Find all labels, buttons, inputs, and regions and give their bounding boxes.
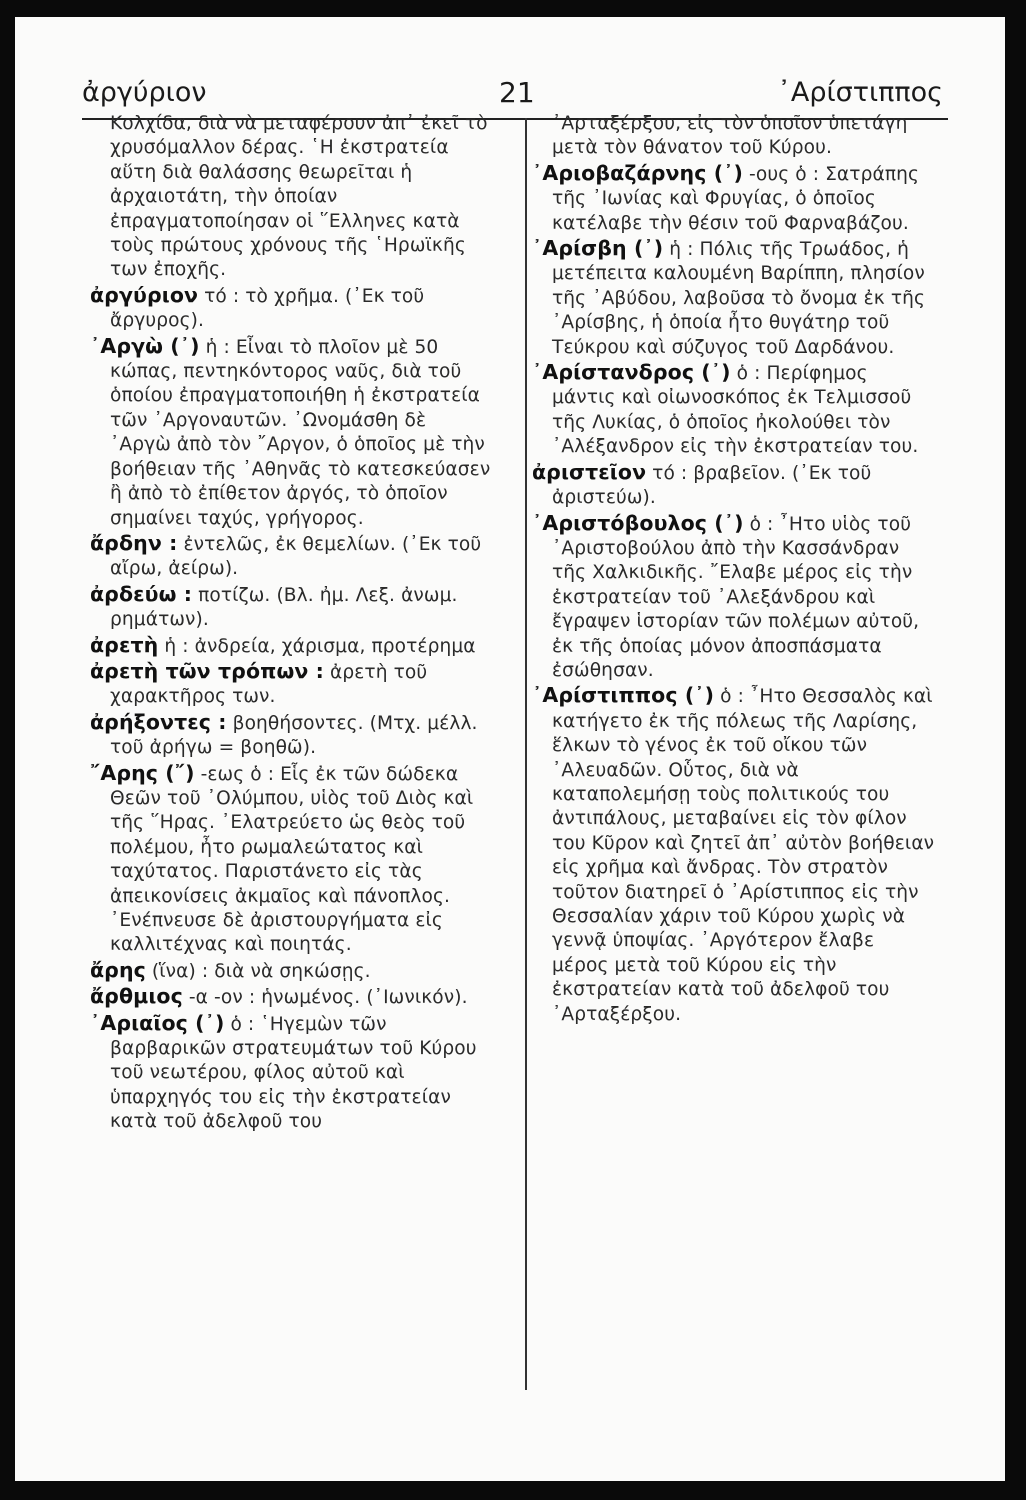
entry-headword: ἄρης: [90, 957, 146, 982]
entry-definition: τό : βραβεῖον. (᾿Εκ τοῦ ἀριστεύω).: [552, 462, 872, 509]
entry-definition: ἡ : Πόλις τῆς Τρωάδος, ἡ μετέπειτα καλουμένη Βαρίππη, πλησίον τῆς ᾿Αβύδου, λαβοῦσα τὸ ὄνομα ἐκ τῆς ᾿Αρίσβης, ἡ ὁποία ἦτο θυγάτηρ τοῦ Τεύκρου καὶ σύζυγος τοῦ Δαρδάνου.: [552, 239, 926, 358]
dictionary-entry: [532, 161, 936, 236]
entry-definition: ὁ : ῾Ηγεμὼν τῶν βαρβαρικῶν στρατευμάτων τοῦ Κύρου τοῦ νεωτέρου, φίλος αὐτοῦ καὶ ὑπαρχηγός του εἰς τὴν ἐκστρατείαν κατὰ τοῦ ἀδελφοῦ του: [110, 1013, 477, 1133]
dictionary-entry: [532, 360, 936, 460]
entry-headword: ἀρδεύω :: [90, 581, 193, 606]
dictionary-entry: [90, 761, 492, 958]
entry-definition: τό : τὸ χρῆμα. (᾿Εκ τοῦ ἄργυρος).: [110, 285, 425, 332]
dictionary-entry: [90, 1011, 492, 1135]
entry-definition: ᾿Αρταξέρξου, εἰς τὸν ὁποῖον ὑπετάγη μετὰ τὸν θάνατον τοῦ Κύρου.: [552, 113, 908, 159]
entry-definition: ἡ : Εἶναι τὸ πλοῖον μὲ 50 κώπας, πεντηκόντορος ναῦς, διὰ τοῦ ὁποίου ἐπραγματοποιήθη ἡ ἐκστρατεία τῶν ᾿Αργοναυτῶν. ᾿Ωνομάσθη δὲ ᾿Αργὼ ἀπὸ τὸν ῎Αργον, ὁ ὁποῖος μὲ τὴν βοήθειαν τῆς ᾿Αθηνᾶς τὸ κατεσκεύασεν ἢ ἀπὸ τὸ ἐπίθετον ἀργός, τὸ ὁποῖον σημαίνει ταχύς, γρήγορος.: [110, 336, 491, 529]
entry-definition: ὁ : ῏Ητο υἱὸς τοῦ ᾿Αριστοβούλου ἀπὸ τὴν Κασσάνδραν τῆς Χαλκιδικῆς. ῎Ελαβε μέρος εἰς τὴν ἐκστρατείαν τοῦ ᾿Αλεξάνδρου καὶ ἔγραψεν ἱστορίαν τῶν πολέμων αὐτοῦ, ἐκ τῆς ὁποίας μόνον ἀποσπάσματα ἐσώθησαν.: [552, 513, 920, 681]
entry-headword: ᾿Αριστόβουλος (᾿): [532, 510, 744, 535]
entry-definition: -εως ὁ : Εἷς ἐκ τῶν δώδεκα Θεῶν τοῦ ᾿Ολύμπου, υἱὸς τοῦ Διὸς καὶ τῆς ῞Ηρας. ᾿Ελατρεύετο ὡς θεὸς τοῦ πολέμου, ἦτο ρωμαλεώτατος καὶ ταχύτατος. Παριστάνετο εἰς τὰς ἀπεικονίσεις ἀκμαῖος καὶ πάνοπλος. ᾿Ενέπνευσε δὲ ἀριστουργήματα εἰς καλλιτέχνας καὶ ποιητάς.: [110, 763, 474, 956]
entry-headword: ἀρετὴ τῶν τρόπων :: [90, 658, 324, 683]
entry-headword: ᾿Αργὼ (᾿): [90, 333, 200, 358]
left-column: [90, 112, 492, 1135]
entry-headword: ᾿Αρίστιππος (᾿): [532, 683, 715, 708]
entry-definition: ἡ : ἀνδρεία, χάρισμα, προτέρημα: [164, 635, 476, 657]
dictionary-entry: [90, 659, 492, 710]
dictionary-entry: [532, 683, 936, 1027]
dictionary-entry: [532, 511, 936, 684]
entry-headword: ᾿Αριοβαζάρνης (᾿): [532, 160, 744, 185]
dictionary-entry: [90, 958, 492, 984]
dictionary-entry: [90, 582, 492, 633]
entry-headword: ἄρθμιος: [90, 984, 183, 1009]
entry-definition: βοηθήσοντες. (Μτχ. μέλλ. τοῦ ἀρήγω = βοηθῶ).: [110, 712, 478, 759]
entry-definition: -α -ον : ἡνωμένος. (᾿Ιωνικόν).: [188, 987, 468, 1009]
entry-headword: ᾿Αρίστανδρος (᾿): [532, 360, 731, 385]
running-head-left: ἀργύριον: [82, 77, 207, 108]
entry-definition: ὁ : Περίφημος μάντις καὶ οἰωνοσκόπος ἐκ Τελμισσοῦ τῆς Λυκίας, ὁ ὁποῖος ἠκολούθει τὸν ᾿Αλέξανδρον εἰς τὴν ἐκστρατείαν του.: [552, 363, 919, 458]
entry-headword: ῎Αρης (῎): [90, 760, 195, 785]
entry-definition: (ἵνα) : διὰ νὰ σηκώσῃς.: [151, 960, 371, 982]
dictionary-entry: [532, 236, 936, 360]
entry-definition: ἀρετὴ τοῦ χαρακτῆρος των.: [110, 661, 428, 708]
entry-definition: -ους ὁ : Σατράπης τῆς ᾿Ιωνίας καὶ Φρυγίας, ὁ ὁποῖος κατέλαβε τὴν θέσιν τοῦ Φαρναβάζου.: [552, 163, 920, 234]
dictionary-entry: [90, 531, 492, 582]
entry-headword: ἀριστεῖον: [532, 459, 647, 484]
dictionary-entry: [90, 984, 492, 1010]
right-column: [532, 112, 936, 1027]
dictionary-entry: [90, 112, 492, 283]
page-number: 21: [499, 76, 535, 109]
dictionary-entry: [532, 460, 936, 511]
dictionary-entry: [532, 112, 936, 161]
entry-headword: ᾿Αριαῖος (᾿): [90, 1010, 225, 1035]
entry-headword: ἀρήξοντες :: [90, 709, 227, 734]
running-head-right: ᾿Αρίστιππος: [777, 77, 943, 108]
entry-definition: ποτίζω. (Βλ. ἠμ. Λεξ. ἀνωμ. ρημάτων).: [110, 584, 458, 631]
entry-headword: ἀργύριον: [90, 282, 199, 307]
dictionary-entry: [90, 334, 492, 531]
entry-headword: ἀρετὴ: [90, 632, 159, 657]
column-divider: [525, 118, 527, 1390]
entry-headword: ἄρδην :: [90, 530, 178, 555]
dictionary-entry: [90, 710, 492, 761]
entry-definition: ὁ : ῏Ητο Θεσσαλὸς καὶ κατήγετο ἐκ τῆς πόλεως τῆς Λαρίσης, ἕλκων τὸ γένος ἐκ τοῦ οἴκου τῶν ᾿Αλευαδῶν. Οὗτος, διὰ νὰ καταπολεμήσῃ τοὺς πολιτικούς του ἀντιπάλους, μεταβαίνει εἰς τὸν φίλον του Κῦρον καὶ ζητεῖ ἀπ᾿ αὐτὸν βοήθειαν εἰς χρῆμα καὶ ἄνδρας. Τὸν στρατὸν τοῦτον διατηρεῖ ὁ ᾿Αρίστιππος εἰς τὴν Θεσσαλίαν χάριν τοῦ Κύρου χωρὶς νὰ γεννᾷ ὑποψίας. ᾿Αργότερον ἔλαβε μέρος μετὰ τοῦ Κύρου εἰς τὴν ἐκστρατείαν κατὰ τοῦ ἀδελφοῦ του ᾿Αρταξέρξου.: [552, 686, 935, 1025]
entry-definition: ἐντελῶς, ἐκ θεμελίων. (᾿Εκ τοῦ αἴρω, ἀείρω).: [110, 533, 482, 580]
entry-definition: Κολχίδα, διὰ νὰ μεταφέρουν ἀπ᾿ ἐκεῖ τὸ χρυσόμαλλον δέρας. ῾Η ἐκστρατεία αὕτη διὰ θαλάσσης θεωρεῖται ἡ ἀρχαιοτάτη, τὴν ὁποίαν ἐπραγματοποίησαν οἱ ῞Ελληνες κατὰ τοὺς πρώτους χρόνους τῆς ῾Ηρωϊκῆς των ἐποχῆς.: [110, 113, 488, 281]
dictionary-entry: [90, 283, 492, 334]
dictionary-entry: [90, 633, 492, 659]
entry-headword: ᾿Αρίσβη (᾿): [532, 236, 664, 261]
